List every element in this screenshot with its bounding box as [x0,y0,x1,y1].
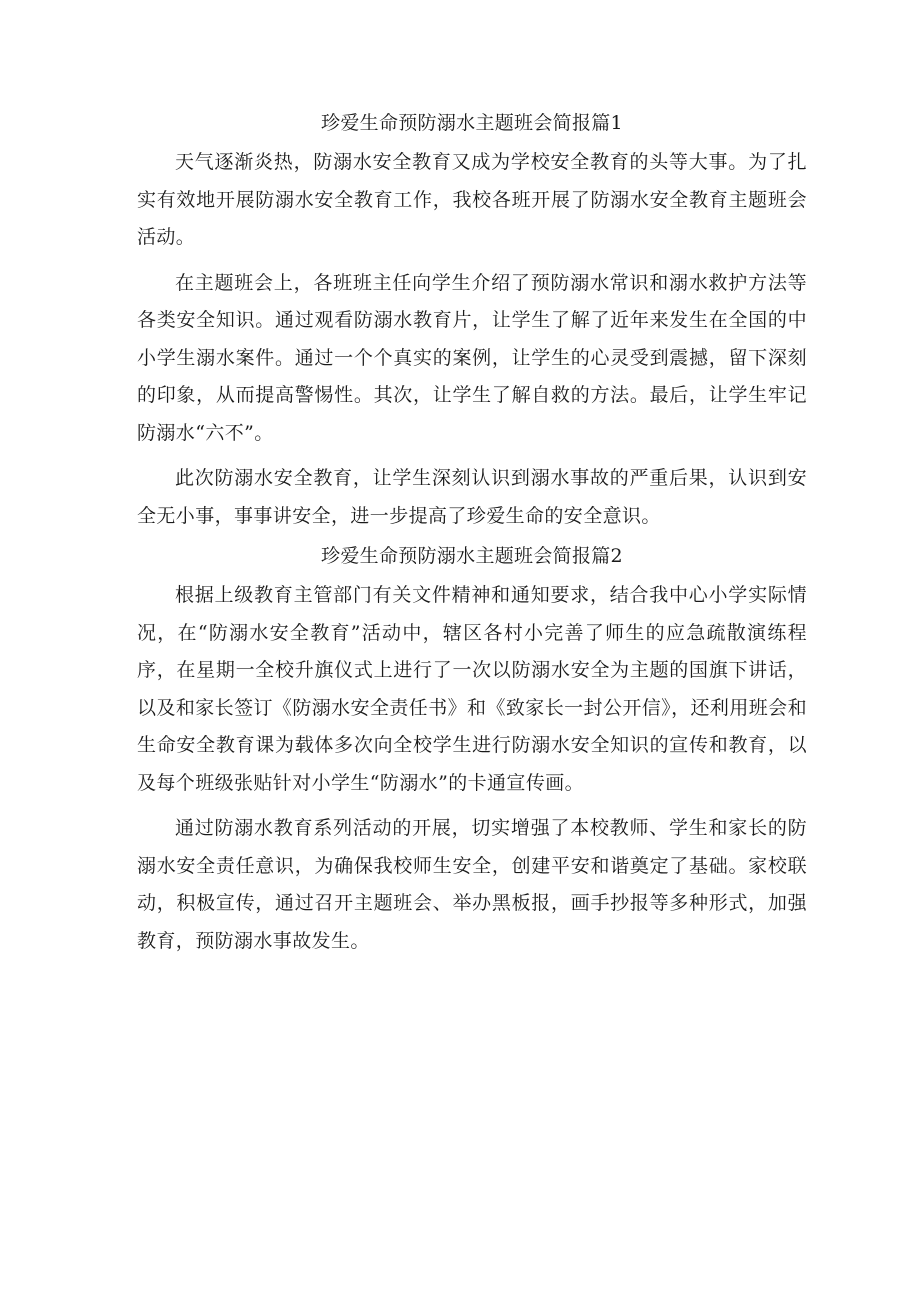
article-title: 珍爱生命预防溺水主题班会简报篇1 [321,112,623,134]
paragraph: 在主题班会上，各班班主任向学生介绍了预防溺水常识和溺水救护方法等各类安全知识。通过观看防溺水教育片，让学生了解了近年来发生在全国的中小学生溺水案件。通过一个个真实的案例，让学生的心灵受到震撼，留下深刻的印象，从而提高警惕性。其次，让学生了解自救的方法。最后，让学生牢记防溺水“六不”。 [137,271,807,444]
article-2 [137,539,807,960]
paragraph: 天气逐渐炎热，防溺水安全教育又成为学校安全教育的头等大事。为了扎实有效地开展防溺水安全教育工作，我校各班开展了防溺水安全教育主题班会活动。 [137,151,807,248]
article-title: 珍爱生命预防溺水主题班会简报篇2 [321,545,623,567]
document-body [137,106,807,968]
paragraph: 根据上级教育主管部门有关文件精神和通知要求，结合我中心小学实际情况，在“防溺水安全教育”活动中，辖区各村小完善了师生的应急疏散演练程序，在星期一全校升旗仪式上进行了一次以防溺水安全为主题的国旗下讲话，以及和家长签订《防溺水安全责任书》和《致家长一封公开信》，还利用班会和生命安全教育课为载体多次向全校学生进行防溺水安全知识的宣传和教育，以及每个班级张贴针对小学生“防溺水”的卡通宣传画。 [137,584,807,794]
paragraph: 通过防溺水教育系列活动的开展，切实增强了本校教师、学生和家长的防溺水安全责任意识，为确保我校师生安全，创建平安和谐奠定了基础。家校联动，积极宣传，通过召开主题班会、举办黑板报，画手抄报等多种形式，加强教育，预防溺水事故发生。 [137,817,807,952]
article-1 [137,106,807,535]
paragraph: 此次防溺水安全教育，让学生深刻认识到溺水事故的严重后果，认识到安全无小事，事事讲安全，进一步提高了珍爱生命的安全意识。 [137,467,807,527]
